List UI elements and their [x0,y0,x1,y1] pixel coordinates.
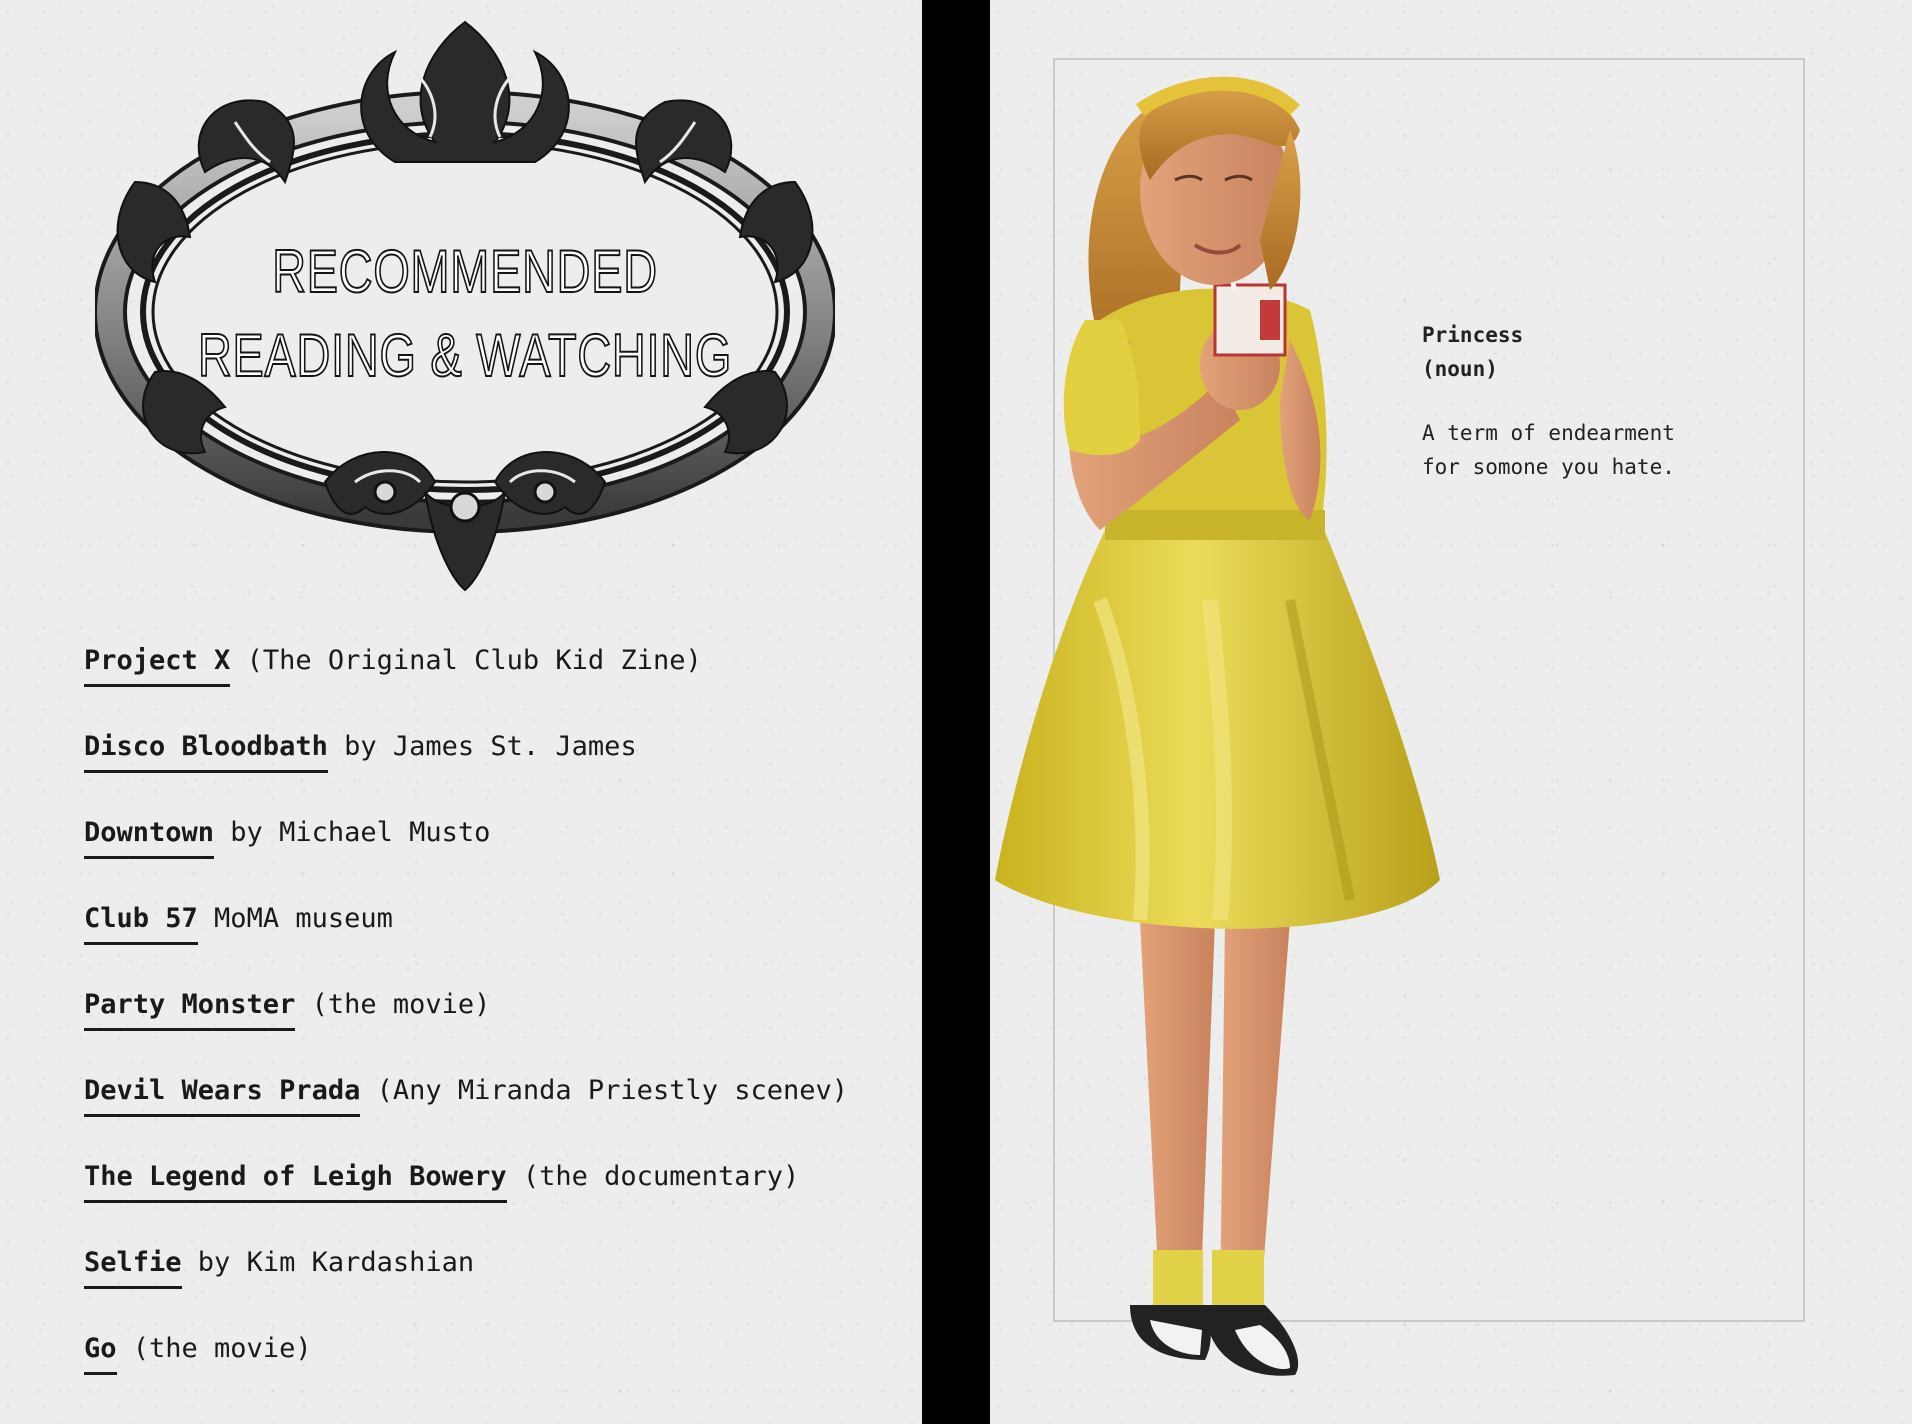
list-item-title-link[interactable]: Downtown [84,817,214,859]
definition-part-of-speech: (noun) [1422,357,1498,381]
list-item [84,645,904,731]
definition-line-2: for somone you hate. [1422,455,1675,479]
list-item [84,1247,904,1333]
list-item [84,1161,904,1247]
list-item-detail: (the movie) [295,989,491,1020]
definition-line-1: A term of endearment [1422,421,1675,445]
list-item-detail: by James St. James [327,731,637,762]
list-item-detail: (Any Miranda Priestly scenev) [360,1075,849,1106]
list-item-detail: (the documentary) [506,1161,800,1192]
list-item-title-link[interactable]: The Legend of Leigh Bowery [84,1161,507,1203]
list-item-title-link[interactable]: Devil Wears Prada [84,1075,360,1117]
list-item-title-link[interactable]: Party Monster [84,989,295,1031]
page-gutter [922,0,990,1424]
list-item-title-link[interactable]: Project X [84,645,230,687]
list-item [84,1333,904,1419]
list-item [84,1075,904,1161]
definition-text-block [1422,318,1742,484]
list-item-title-link[interactable]: Selfie [84,1247,182,1289]
list-item-detail: (the movie) [116,1333,312,1364]
list-item [84,817,904,903]
girl-in-yellow-dress-illustration [990,40,1550,1380]
heading-line-1: RECOMMENDED [272,238,658,305]
list-item-detail: (The Original Club Kid Zine) [230,645,702,676]
list-item [84,989,904,1075]
definition-word: Princess [1422,323,1524,347]
list-item-detail: by Kim Kardashian [181,1247,475,1278]
page-heading [95,230,835,398]
reading-list [84,645,904,1419]
list-item-title-link[interactable]: Go [84,1333,117,1375]
list-item-detail: MoMA museum [197,903,393,934]
list-item [84,903,904,989]
list-item-detail: by Michael Musto [214,817,491,848]
list-item [84,731,904,817]
list-item-title-link[interactable]: Disco Bloodbath [84,731,328,773]
list-item-title-link[interactable]: Club 57 [84,903,198,945]
heading-line-2: READING & WATCHING [197,322,733,389]
